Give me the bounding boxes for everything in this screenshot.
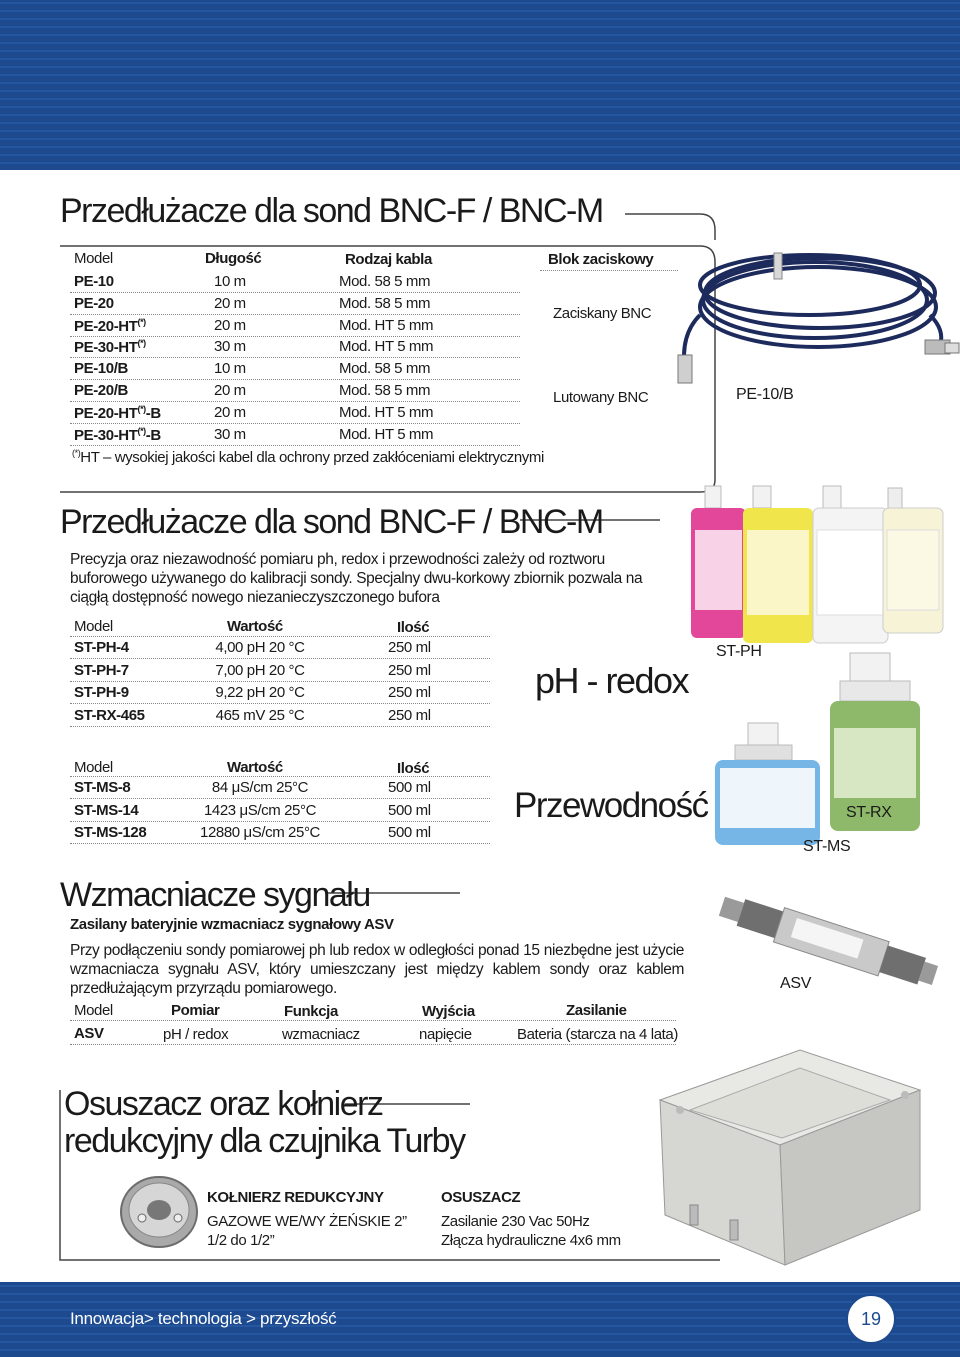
section4-description: Przy podłączeniu sondy pomiarowej ph lub redox w odległości ponad 15 niezbędne jest użycie wzmacniacza sygnału ASV, który umieszczany jest między kablem sondy oraz kablem przedłużającym przyrządu pomiarowego.: [70, 942, 684, 997]
row-divider: [70, 821, 490, 822]
table-row-qty: 500 ml: [388, 801, 431, 819]
row-divider: [70, 658, 490, 659]
table-row-value: 1423 μS/cm 25°C: [203, 801, 317, 819]
table-row-model: PE-10/B: [74, 360, 128, 378]
header-divider: [70, 776, 490, 777]
table-row-model: PE-20-HT(*): [74, 316, 146, 335]
table-row-cable: Mod. HT 5 mm: [339, 425, 434, 443]
table-row-model: ST-PH-7: [74, 661, 129, 679]
row-divider: [70, 681, 490, 682]
row-divider: [70, 726, 490, 727]
dryer-spec-1: Zasilanie 230 Vac 50Hz: [441, 1213, 590, 1230]
table-row-qty: 250 ml: [388, 661, 431, 679]
table-row-cable: Mod. 58 5 mm: [339, 294, 431, 312]
block-crimped: Zaciskany BNC: [553, 305, 652, 322]
header-divider: [70, 636, 490, 637]
asv-power: Bateria (starcza na 4 lata): [517, 1026, 678, 1043]
table-row-value: 7,00 pH 20 °C: [215, 661, 305, 679]
collar-image: [118, 1170, 200, 1255]
collar-spec-2: 1/2 do 1/2”: [207, 1232, 275, 1249]
table-row-qty: 500 ml: [388, 779, 431, 796]
asv-function: wzmacniacz: [282, 1026, 360, 1043]
table-row-model: PE-20-HT(*)-B: [74, 403, 161, 422]
table-row-value: 465 mV 25 °C: [215, 706, 305, 724]
table-row-cable: Mod. HT 5 mm: [339, 403, 434, 421]
table-row-length: 20 m: [214, 403, 246, 421]
col-header-model: Model: [74, 618, 113, 635]
col-header-outputs: Wyjścia: [422, 1003, 475, 1020]
collar-spec-1: GAZOWE WE/WY ŻEŃSKIE 2”: [207, 1213, 407, 1230]
row-divider: [70, 843, 490, 844]
table-row-model: PE-10: [74, 273, 114, 290]
table-row-length: 10 m: [214, 273, 246, 290]
col-header-power: Zasilanie: [566, 1002, 627, 1019]
table-row-qty: 250 ml: [388, 706, 431, 724]
table-row-length: 20 m: [214, 316, 246, 334]
row-divider: [70, 357, 520, 358]
row-divider: [70, 798, 490, 799]
col-header-qty: Ilość: [397, 760, 430, 777]
table-row-length: 10 m: [214, 360, 246, 378]
table-row-model: PE-30-HT(*): [74, 338, 146, 357]
col-header-model: Model: [74, 759, 113, 776]
table-row-qty: 250 ml: [388, 684, 431, 701]
table-row-model: PE-30-HT(*)-B: [74, 425, 161, 444]
asv-measure: pH / redox: [163, 1026, 229, 1043]
ph-redox-label: pH - redox: [535, 660, 689, 701]
row-divider: [70, 401, 520, 402]
table-row-length: 30 m: [214, 425, 246, 443]
table-row-cable: Mod. HT 5 mm: [339, 338, 434, 356]
dryer-image: [620, 1040, 940, 1280]
block-soldered: Lutowany BNC: [553, 389, 649, 406]
footer-tagline: Innowacja> technologia > przyszłość: [70, 1309, 337, 1328]
table-row-length: 20 m: [214, 382, 246, 399]
cable-image: [670, 245, 960, 395]
conductivity-bottles-image: [700, 648, 960, 848]
table-row-model: ST-MS-128: [74, 824, 147, 841]
table-row-model: ST-PH-9: [74, 684, 129, 701]
table-row-cable: Mod. HT 5 mm: [339, 316, 434, 334]
table-row-length: 20 m: [214, 294, 246, 312]
table-row-qty: 250 ml: [388, 639, 431, 656]
col-header-measure: Pomiar: [171, 1002, 220, 1019]
table-row-model: PE-20/B: [74, 382, 128, 399]
dryer-title: OSUSZACZ: [441, 1189, 521, 1206]
table-row-value: 84 μS/cm 25°C: [211, 779, 309, 796]
footnote: (*)HT – wysokiej jakości kabel dla ochrony przed zakłóceniami elektrycznymi: [72, 448, 544, 466]
section2-title: Przedłużacze dla sond BNC-F / BNC-M: [60, 503, 603, 541]
table-row-cable: Mod. 58 5 mm: [339, 273, 431, 290]
row-divider: [70, 336, 520, 337]
col-header-model: Model: [74, 1002, 113, 1019]
asv-model: ASV: [74, 1025, 104, 1042]
table-row-value: 9,22 pH 20 °C: [215, 684, 305, 701]
section2-description: Precyzja oraz niezawodność pomiaru ph, redox i przewodności zależy od roztworu buforowego używanego do kalibracji sondy. Specjalny dwu-korkowy zbiornik pozwala na ciągłą dostępność nowego niezanieczyszczonego bufora: [70, 551, 643, 606]
col-header-function: Funkcja: [284, 1003, 338, 1020]
table-row-model: ST-MS-14: [74, 801, 139, 819]
table-row-model: ST-MS-8: [74, 779, 131, 796]
row-divider: [70, 423, 520, 424]
dryer-spec-2: Złącza hydrauliczne 4x6 mm: [441, 1232, 621, 1249]
conductivity-label: Przewodność: [514, 786, 708, 825]
ph-bottles-image: [683, 478, 960, 648]
cable-image-label: PE-10/B: [736, 386, 794, 403]
col-header-block: Blok zaciskowy: [548, 251, 654, 268]
table-row-model: PE-20: [74, 294, 114, 312]
ms-image-label: ST-MS: [803, 838, 851, 855]
page-number: 19: [846, 1294, 896, 1344]
col-header-length: Długość: [205, 250, 262, 267]
rx-image-label: ST-RX: [846, 804, 892, 821]
row-divider: [70, 292, 520, 293]
table-row-length: 30 m: [214, 338, 246, 356]
section5-title-line2: redukcyjny dla czujnika Turby: [64, 1122, 465, 1160]
col-header-qty: Ilość: [397, 619, 430, 636]
section4-title: Wzmacniacze sygnału: [60, 876, 370, 914]
row-divider: [70, 379, 520, 380]
table-row-value: 12880 μS/cm 25°C: [200, 824, 320, 841]
section5-title-line1: Osuszacz oraz kołnierz: [64, 1085, 383, 1123]
section1-title: Przedłużacze dla sond BNC-F / BNC-M: [60, 192, 603, 230]
row-divider: [70, 445, 520, 446]
asv-image-label: ASV: [780, 975, 812, 992]
table-row-value: 4,00 pH 20 °C: [215, 639, 305, 656]
table-row-model: ST-PH-4: [74, 639, 129, 656]
asv-image: [705, 890, 945, 1000]
table-row-qty: 500 ml: [388, 824, 431, 841]
col-header-model: Model: [74, 250, 113, 267]
collar-title: KOŁNIERZ REDUKCYJNY: [207, 1189, 384, 1206]
col-header-cable: Rodzaj kabla: [345, 251, 432, 268]
table-row-cable: Mod. 58 5 mm: [339, 360, 431, 378]
col-header-value: Wartość: [227, 618, 283, 635]
table-row-model: ST-RX-465: [74, 706, 145, 724]
section4-subtitle: Zasilany bateryjnie wzmacniacz sygnałowy ASV: [70, 916, 394, 933]
col-header-value: Wartość: [227, 759, 283, 776]
row-divider: [70, 703, 490, 704]
ph-image-label: ST-PH: [716, 643, 762, 660]
row-divider: [70, 314, 520, 315]
table-row-cable: Mod. 58 5 mm: [339, 382, 431, 399]
asv-outputs: napięcie: [419, 1026, 472, 1043]
